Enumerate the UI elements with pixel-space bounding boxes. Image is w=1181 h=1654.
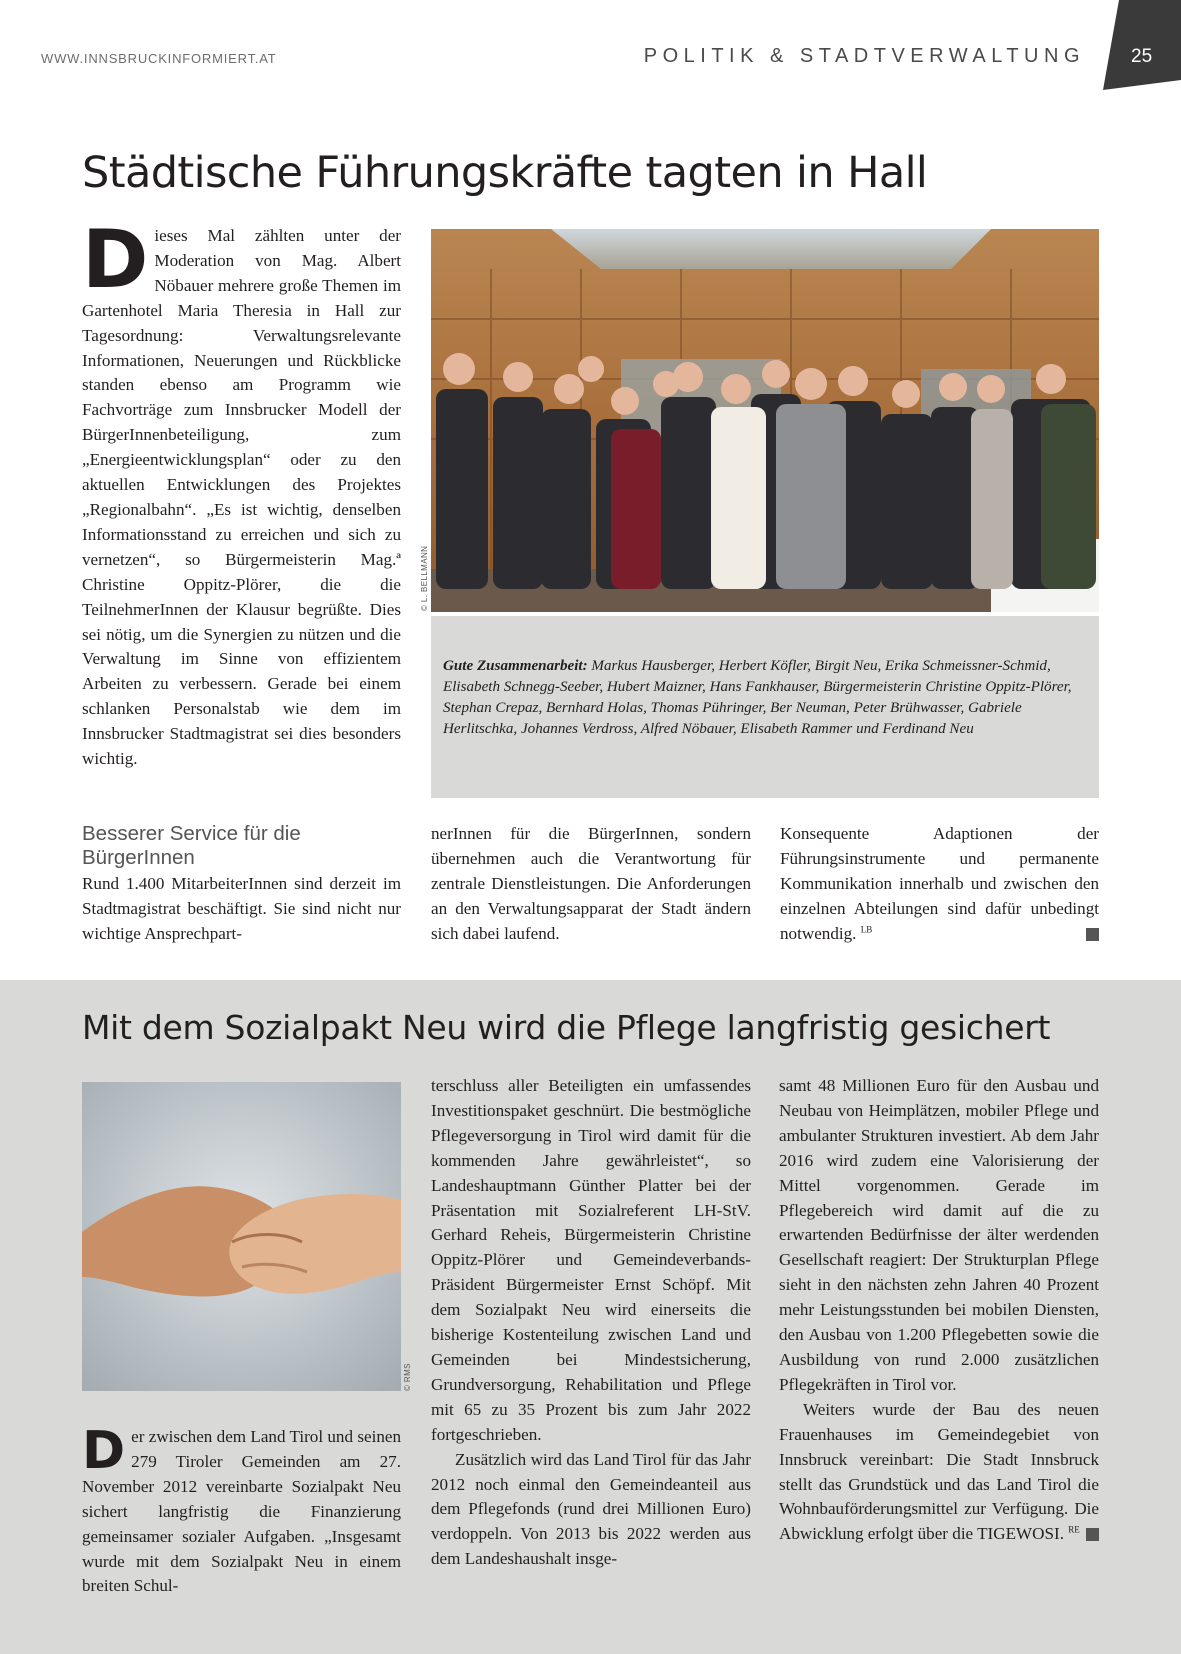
photo-credit-2: © RMS — [403, 1363, 412, 1391]
group-photo-image — [431, 229, 1099, 612]
dropcap: D — [82, 213, 149, 306]
end-mark — [1086, 928, 1099, 941]
end-mark-2 — [1086, 1528, 1099, 1541]
caption-lead: Gute Zusammenarbeit: — [443, 658, 588, 674]
article1-column-2 — [431, 822, 751, 947]
article1-column-1 — [82, 822, 401, 947]
article1-column-3 — [780, 822, 1099, 947]
section-title: POLITIK & STADTVERWALTUNG — [643, 45, 1085, 67]
article2-col3-p2-wrapper — [779, 1398, 1099, 1547]
article2-title: Mit dem Sozialpakt Neu wird die Pflege langfristig gesichert — [82, 1008, 1051, 1047]
author-initials-2: RE — [1068, 1524, 1080, 1535]
article2-col3-p1: samt 48 Millionen Euro für den Ausbau und Neubau von Heimplätzen, mobiler Pflege und ambulanter Strukturen investiert. Ab dem Jahr 2016 wird zudem eine Valorisierung der Mittel vorgenommen. Gerade im Pflegebereich wird damit auf die zu erwartenden Bedürfnisse der älter werdenden Gesellschaft reagiert: Der Strukturplan Pflege sieht in den nächsten zehn Jahren 40 Prozent mehr Leistungsstunden bei mobilen Diensten, den Ausbau von 1.200 Pflegebetten sowie die Ausbildung von rund 2.000 zusätzlichen Pflegekräften in Tirol vor. — [779, 1076, 1099, 1394]
article-title: Städtische Führungskräfte tagten in Hall — [82, 148, 928, 198]
author-initials: LB — [860, 923, 873, 934]
article1-col3-paragraph — [780, 822, 1099, 947]
photo-credit: © L. BELLMANN — [420, 545, 429, 611]
group-photo — [431, 229, 1099, 612]
page-number-tab — [1101, 0, 1181, 90]
article2-col2-p1: terschluss aller Beteiligten ein umfassendes Investitionspaket geschnürt. Die bestmögliche Pflegeversorgung in Tirol wird damit für die kommenden Jahre gewährleistet“, so Landeshauptmann Günther Platter bei der Präsentation mit Sozialreferent LH-StV. Gerhard Reheis, Bürgermeisterin Christine Oppitz-Plörer und Gemeindeverbands-Präsident Bürgermeister Ernst Schöpf. Mit dem Sozialpakt Neu wird einerseits die bisherige Kostenteilung zwischen Land und Gemeinden bei Mindestsicherung, Grundversorgung, Rehabilitation und Pflege mit 65 zu 35 Prozent bis zum Jahr 2022 fortgeschrieben. — [431, 1076, 751, 1444]
article1-col3-text: Konsequente Adaptionen der Führungsinstrumente und permanente Kommunikation innerhalb und zwischen den einzelnen Abteilungen sind dafür unbedingt notwendig. — [780, 824, 1099, 943]
article1-col2-text: nerInnen für die BürgerInnen, sondern übernehmen auch die Verantwortung für zentrale Dienstleistungen. Die Anforderungen an den Verwaltungsapparat der Stadt ändern sich dabei laufend. — [431, 824, 751, 943]
article2-column-1 — [82, 1421, 401, 1599]
dropcap-2: D — [82, 1421, 126, 1481]
handshake-photo — [82, 1082, 401, 1391]
site-url: WWW.INNSBRUCKINFORMIERT.AT — [41, 51, 277, 66]
article2-column-2 — [431, 1074, 751, 1572]
caption-names: Markus Hausberger, Herbert Köfler, Birgit Neu, Erika Schmeissner-Schmid, Elisabeth Schnegg-Seeber, Hubert Maizner, Hans Fankhauser, Bürgermeisterin Christine Oppitz-Plörer, Stephan Crepaz, Bernhard Holas, Thomas Pühringer, Ber Neuman, Peter Brühwasser, Gabriele Herlitschka, Johannes Verdross, Alfred Nöbauer, Elisabeth Rammer und Ferdinand Neu — [443, 658, 1072, 738]
article2-col3-p2: Weiters wurde der Bau des neuen Frauenhauses im Gemeindegebiet von Innsbruck vereinbart: Die Stadt Innsbruck stellt das Grundstück und das Land Tirol die Wohnbauförderungsmittel zur Verfügung. Die Abwicklung erfolgt über die TIGEWOSI. — [779, 1399, 1099, 1544]
article1-intro-column — [82, 213, 401, 772]
article2-column-3 — [779, 1074, 1099, 1547]
photo-caption — [431, 616, 1099, 798]
page-number: 25 — [1131, 46, 1153, 67]
page-tab-shape — [1101, 0, 1181, 90]
article2-col1-text: er zwischen dem Land Tirol und seinen 279 Tiroler Gemeinden am 27. November 2012 vereinbarte Sozialpakt Neu sichert langfristig die Finanzierung gemeinsamer sozialer Aufgaben. „Insgesamt wurde mit dem Sozialpakt Neu in einem breiten Schul- — [82, 1427, 401, 1596]
subheading: Besserer Service für die BürgerInnen — [82, 822, 301, 869]
handshake-image — [82, 1082, 401, 1391]
article1-col1-text: Rund 1.400 MitarbeiterInnen sind derzeit im Stadtmagistrat beschäftigt. Sie sind nicht nur wichtige Ansprechpart- — [82, 874, 401, 943]
article1-intro-text: ieses Mal zählten unter der Moderation von Mag. Albert Nöbauer mehrere große Themen im Gartenhotel Maria Theresia in Hall zur Tagesordnung: Verwaltungsrelevante Informationen, Neuerungen und Rückblicke standen ebenso am Programm wie Fachvorträge zum Innsbrucker Modell der BürgerInnenbeteiligung, zum „Energieentwicklungsplan“ oder zu den aktuellen Entwicklungen des Projektes „Regionalbahn“. „Es ist wichtig, denselben Informationsstand zu erreichen und sich zu vernetzen“, so Bürgermeisterin Mag.ª Christine Oppitz-Plörer, die die TeilnehmerInnen der Klausur begrüßte. Dies sei nötig, um die Synergien zu nützen und die Verwaltung im Sinne von effizientem Arbeiten zu verbessern. Gerade bei einem schlanken Personalstab wie dem im Innsbrucker Stadtmagistrat sei dies besonders wichtig. — [82, 226, 401, 769]
article2-col2-p2: Zusätzlich wird das Land Tirol für das Jahr 2012 noch einmal den Gemeindeanteil aus dem Pflegefonds (rund drei Millionen Euro) verdoppeln. Von 2013 bis 2022 werden aus dem Landeshaushalt insge- — [431, 1449, 751, 1569]
